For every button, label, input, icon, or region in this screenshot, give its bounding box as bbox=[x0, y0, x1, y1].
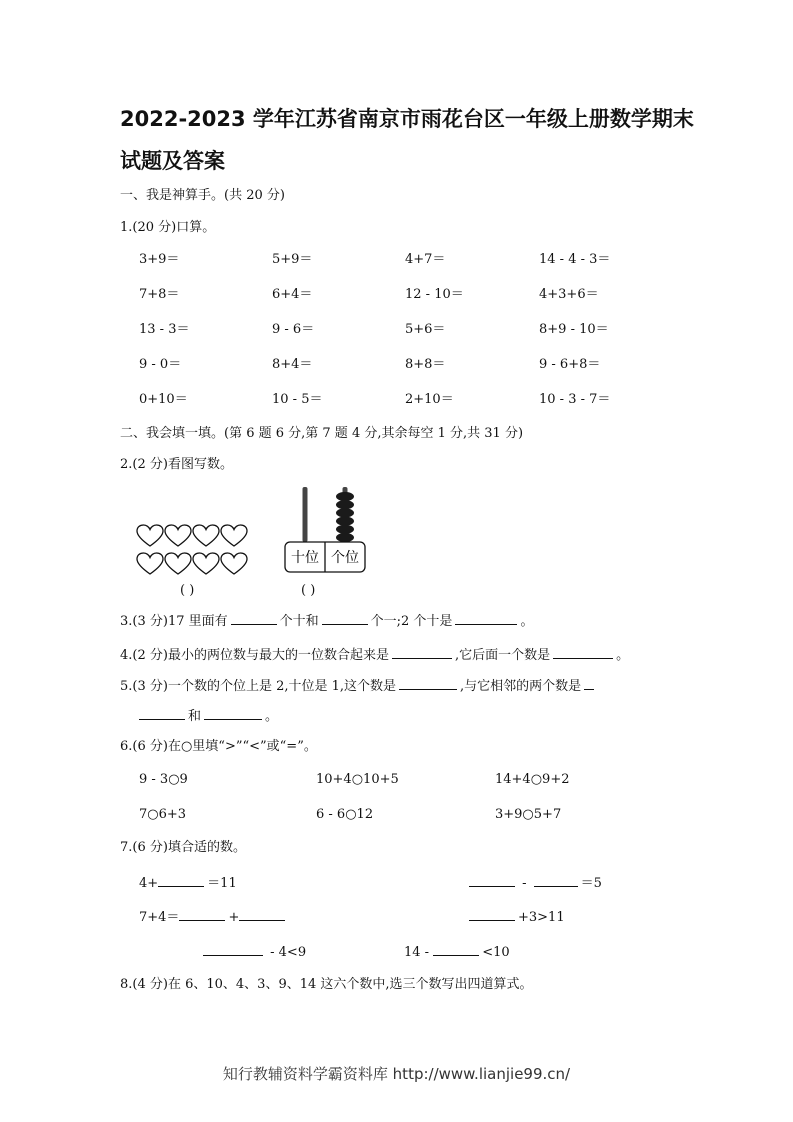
q7-eq3-blank2[interactable] bbox=[239, 907, 285, 921]
q3-line bbox=[120, 611, 533, 631]
q7-eq3 bbox=[139, 907, 288, 927]
q4-text-a: 4.(2 分)最小的两位数与最大的一位数合起来是 bbox=[120, 648, 389, 663]
q3-blank-ones[interactable] bbox=[322, 611, 368, 625]
q4-blank-sum[interactable] bbox=[392, 645, 452, 659]
grid-cell: 12 - 10＝ bbox=[405, 287, 464, 302]
q5-blank-number[interactable] bbox=[399, 676, 457, 690]
q7-eq4-blank[interactable] bbox=[469, 907, 515, 921]
q5-line1 bbox=[120, 676, 597, 696]
hearts-illustration bbox=[136, 524, 252, 580]
q4-text-b: ,它后面一个数是 bbox=[454, 648, 551, 663]
q7-eq2-blank1[interactable] bbox=[469, 873, 515, 887]
heart-icon bbox=[221, 525, 247, 546]
abacus-bead bbox=[336, 517, 354, 526]
q7-eq1-pre: 4+ bbox=[139, 876, 159, 891]
q7-eq3-blank1[interactable] bbox=[179, 907, 225, 921]
grid-cell: 5+9＝ bbox=[272, 252, 313, 267]
abacus-bead bbox=[336, 500, 354, 509]
heart-icon bbox=[193, 553, 219, 574]
tens-place-label: 十位 bbox=[291, 550, 319, 566]
q6-item: 10+4○10+5 bbox=[316, 772, 399, 787]
grid-cell: 7+8＝ bbox=[139, 287, 180, 302]
ones-place-label: 个位 bbox=[331, 550, 359, 566]
q7-eq6-post: <10 bbox=[482, 945, 510, 960]
page-footer-watermark: 知行教辅资料学霸资料库 http://www.lianjie99.cn/ bbox=[222, 1065, 571, 1083]
q3-text-c: 个一;2 个十是 bbox=[370, 614, 453, 629]
q7-eq6 bbox=[404, 942, 510, 962]
q5-blank-neighbor1[interactable] bbox=[139, 706, 185, 720]
hearts-answer-paren: ( ) bbox=[180, 583, 195, 598]
tens-rod bbox=[303, 487, 308, 542]
abacus-answer-paren: ( ) bbox=[301, 583, 316, 598]
q7-eq5 bbox=[203, 942, 306, 962]
q3-text-a: 3.(3 分)17 里面有 bbox=[120, 614, 228, 629]
q5-line2 bbox=[139, 706, 278, 726]
q6-item: 14+4○9+2 bbox=[495, 772, 570, 787]
q6-label: 6.(6 分)在○里填“>”“<”或“=”。 bbox=[120, 739, 317, 754]
heart-icon bbox=[193, 525, 219, 546]
heart-icon bbox=[221, 553, 247, 574]
abacus-bead bbox=[336, 508, 354, 517]
heart-icon bbox=[165, 525, 191, 546]
q5-text-b: ,与它相邻的两个数是 bbox=[460, 679, 582, 694]
document-title-line2: 试题及答案 bbox=[120, 149, 225, 173]
grid-cell: 5+6＝ bbox=[405, 322, 446, 337]
grid-cell: 4+3+6＝ bbox=[539, 287, 599, 302]
grid-cell: 2+10＝ bbox=[405, 392, 454, 407]
q3-text-d: 。 bbox=[520, 614, 534, 629]
grid-cell: 9 - 6+8＝ bbox=[539, 357, 601, 372]
q7-eq5-post: - 4<9 bbox=[266, 945, 307, 960]
q6-item: 3+9○5+7 bbox=[495, 807, 562, 822]
heart-icon bbox=[165, 553, 191, 574]
q2-label: 2.(2 分)看图写数。 bbox=[120, 457, 233, 472]
q3-blank-twenty[interactable] bbox=[455, 611, 517, 625]
q7-eq6-pre: 14 - bbox=[404, 945, 434, 960]
q7-eq2-post: ＝5 bbox=[580, 876, 602, 891]
grid-cell: 10 - 5＝ bbox=[272, 392, 323, 407]
q5-text-d: 。 bbox=[265, 709, 279, 724]
q5-blank-neighbor2[interactable] bbox=[204, 706, 262, 720]
q7-eq1 bbox=[139, 873, 237, 893]
q7-eq2 bbox=[469, 873, 602, 893]
section1-heading: 一、我是神算手。(共 20 分) bbox=[120, 188, 285, 203]
grid-cell: 9 - 0＝ bbox=[139, 357, 182, 372]
abacus-bead bbox=[336, 533, 354, 542]
q3-text-b: 个十和 bbox=[279, 614, 319, 629]
grid-cell: 9 - 6＝ bbox=[272, 322, 315, 337]
grid-cell: 8+8＝ bbox=[405, 357, 446, 372]
q7-eq6-blank[interactable] bbox=[433, 942, 479, 956]
grid-cell: 6+4＝ bbox=[272, 287, 313, 302]
q3-blank-tens[interactable] bbox=[231, 611, 277, 625]
grid-cell: 4+7＝ bbox=[405, 252, 446, 267]
q7-eq2-blank2[interactable] bbox=[534, 873, 578, 887]
grid-cell: 13 - 3＝ bbox=[139, 322, 190, 337]
q7-eq1-post: ＝11 bbox=[207, 876, 237, 891]
q7-eq3-pre: 7+4＝ bbox=[139, 910, 180, 925]
q7-eq4-post: +3>11 bbox=[518, 910, 565, 925]
grid-cell: 14 - 4 - 3＝ bbox=[539, 252, 611, 267]
abacus-bead bbox=[336, 492, 354, 501]
q7-eq4 bbox=[469, 907, 565, 927]
heart-icon bbox=[137, 553, 163, 574]
q8-label: 8.(4 分)在 6、10、4、3、9、14 这六个数中,选三个数写出四道算式。 bbox=[120, 977, 533, 992]
q4-line bbox=[120, 645, 629, 665]
grid-cell: 10 - 3 - 7＝ bbox=[539, 392, 611, 407]
abacus-illustration bbox=[284, 485, 368, 577]
q6-item: 9 - 3○9 bbox=[139, 772, 188, 787]
section2-heading: 二、我会填一填。(第 6 题 6 分,第 7 题 4 分,其余每空 1 分,共 31 分) bbox=[120, 426, 524, 441]
q4-text-c: 。 bbox=[616, 648, 630, 663]
q6-item: 6 - 6○12 bbox=[316, 807, 374, 822]
grid-cell: 8+9 - 10＝ bbox=[539, 322, 609, 337]
q7-eq3-mid: + bbox=[228, 910, 240, 925]
q5-text-c: 和 bbox=[188, 709, 202, 724]
q5-text-a: 5.(3 分)一个数的个位上是 2,十位是 1,这个数是 bbox=[120, 679, 397, 694]
abacus-beads bbox=[336, 492, 354, 542]
heart-icon bbox=[137, 525, 163, 546]
grid-cell: 3+9＝ bbox=[139, 252, 180, 267]
q6-item: 7○6+3 bbox=[139, 807, 187, 822]
q7-eq1-blank[interactable] bbox=[158, 873, 204, 887]
grid-cell: 8+4＝ bbox=[272, 357, 313, 372]
q4-blank-next[interactable] bbox=[553, 645, 613, 659]
document-title-line1: 2022-2023 学年江苏省南京市雨花台区一年级上册数学期末 bbox=[120, 107, 694, 131]
abacus-bead bbox=[336, 525, 354, 534]
q1-label: 1.(20 分)口算。 bbox=[120, 220, 216, 235]
q7-eq2-mid: - bbox=[518, 876, 531, 891]
q5-blank-neighbor1-start[interactable] bbox=[584, 676, 594, 690]
q7-label: 7.(6 分)填合适的数。 bbox=[120, 840, 246, 855]
q7-eq5-blank[interactable] bbox=[203, 942, 263, 956]
grid-cell: 0+10＝ bbox=[139, 392, 188, 407]
